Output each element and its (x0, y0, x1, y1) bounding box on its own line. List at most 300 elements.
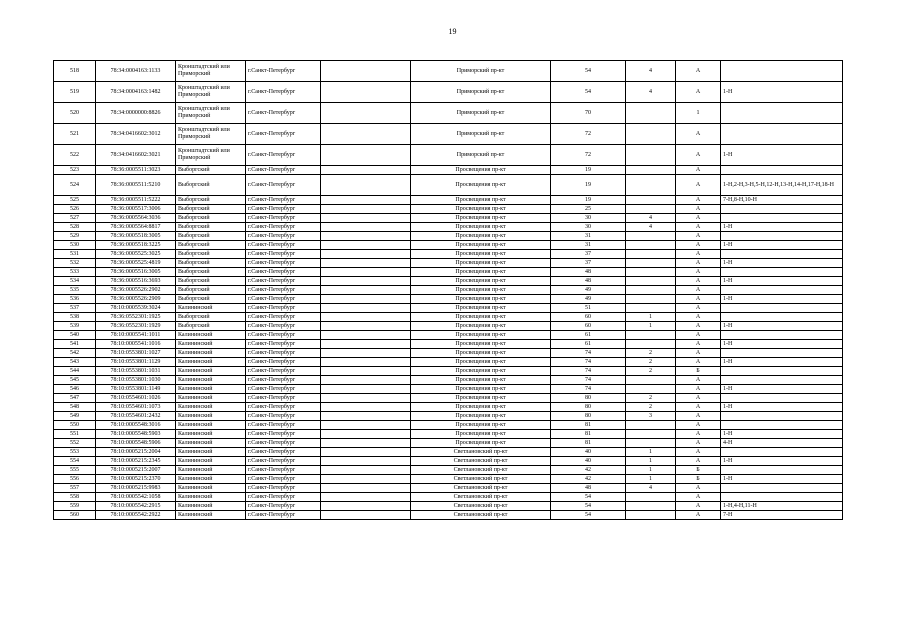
building-number: 1 (626, 322, 676, 331)
street: Просвещения пр-кт (411, 304, 551, 313)
street: Просвещения пр-кт (411, 223, 551, 232)
building-number (626, 502, 676, 511)
district: Выборгский (176, 277, 246, 286)
city: г.Санкт-Петербург (246, 430, 321, 439)
cadastral-number: 78:10:0005542:2922 (96, 511, 176, 520)
building-number (626, 304, 676, 313)
house-number: 40 (551, 457, 626, 466)
house-number: 19 (551, 196, 626, 205)
street: Светлановский пр-кт (411, 475, 551, 484)
letter: А (676, 340, 721, 349)
blank-cell (321, 367, 411, 376)
city: г.Санкт-Петербург (246, 457, 321, 466)
city: г.Санкт-Петербург (246, 394, 321, 403)
house-number: 74 (551, 385, 626, 394)
blank-cell (321, 232, 411, 241)
letter: А (676, 421, 721, 430)
blank-cell (321, 250, 411, 259)
premises: 1-Н (721, 277, 843, 286)
house-number: 81 (551, 421, 626, 430)
street: Приморский пр-кт (411, 124, 551, 145)
row-number: 541 (54, 340, 96, 349)
building-number (626, 268, 676, 277)
premises (721, 286, 843, 295)
letter: А (676, 331, 721, 340)
district: Калининский (176, 484, 246, 493)
building-number (626, 286, 676, 295)
blank-cell (321, 394, 411, 403)
building-number (626, 385, 676, 394)
premises: 1-Н (721, 403, 843, 412)
table-row (54, 466, 843, 475)
house-number: 61 (551, 340, 626, 349)
city: г.Санкт-Петербург (246, 223, 321, 232)
city: г.Санкт-Петербург (246, 124, 321, 145)
cadastral-number: 78:36:0005526:2902 (96, 286, 176, 295)
blank-cell (321, 286, 411, 295)
table-row (54, 286, 843, 295)
street: Просвещения пр-кт (411, 340, 551, 349)
row-number: 556 (54, 475, 96, 484)
city: г.Санкт-Петербург (246, 466, 321, 475)
letter: А (676, 493, 721, 502)
district: Калининский (176, 466, 246, 475)
cadastral-number: 78:36:0005526:2909 (96, 295, 176, 304)
district: Выборгский (176, 259, 246, 268)
building-number (626, 250, 676, 259)
building-number (626, 340, 676, 349)
city: г.Санкт-Петербург (246, 439, 321, 448)
blank-cell (321, 457, 411, 466)
blank-cell (321, 376, 411, 385)
city: г.Санкт-Петербург (246, 403, 321, 412)
city: г.Санкт-Петербург (246, 250, 321, 259)
house-number: 60 (551, 313, 626, 322)
letter: А (676, 376, 721, 385)
row-number: 533 (54, 268, 96, 277)
building-number: 1 (626, 457, 676, 466)
table-row (54, 322, 843, 331)
premises: 1-Н (721, 475, 843, 484)
building-number (626, 232, 676, 241)
letter: А (676, 313, 721, 322)
district: Калининский (176, 394, 246, 403)
blank-cell (321, 205, 411, 214)
district: Выборгский (176, 286, 246, 295)
city: г.Санкт-Петербург (246, 295, 321, 304)
table-row (54, 430, 843, 439)
premises: 1-Н (721, 340, 843, 349)
row-number: 548 (54, 403, 96, 412)
district: Калининский (176, 412, 246, 421)
table-row (54, 502, 843, 511)
table-row (54, 367, 843, 376)
table-row (54, 259, 843, 268)
row-number: 551 (54, 430, 96, 439)
street: Приморский пр-кт (411, 61, 551, 82)
cadastral-number: 78:36:0005511:5222 (96, 196, 176, 205)
cadastral-number: 78:10:0005548:5906 (96, 439, 176, 448)
cadastral-number: 78:34:0416602:3012 (96, 124, 176, 145)
building-number (626, 124, 676, 145)
table-row (54, 349, 843, 358)
premises: 1-Н (721, 259, 843, 268)
letter: А (676, 205, 721, 214)
premises: 1-Н (721, 295, 843, 304)
row-number: 519 (54, 82, 96, 103)
street: Просвещения пр-кт (411, 241, 551, 250)
city: г.Санкт-Петербург (246, 214, 321, 223)
city: г.Санкт-Петербург (246, 448, 321, 457)
district: Калининский (176, 304, 246, 313)
city: г.Санкт-Петербург (246, 493, 321, 502)
premises: 1-Н,4-Н,11-Н (721, 502, 843, 511)
table-row (54, 196, 843, 205)
letter: А (676, 358, 721, 367)
page-number: 19 (448, 27, 457, 36)
premises: 1-Н (721, 145, 843, 166)
house-number: 61 (551, 331, 626, 340)
premises (721, 268, 843, 277)
cadastral-number: 78:36:0005518:3225 (96, 241, 176, 250)
row-number: 546 (54, 385, 96, 394)
street: Просвещения пр-кт (411, 175, 551, 196)
city: г.Санкт-Петербург (246, 349, 321, 358)
street: Просвещения пр-кт (411, 286, 551, 295)
city: г.Санкт-Петербург (246, 376, 321, 385)
street: Просвещения пр-кт (411, 214, 551, 223)
row-number: 536 (54, 295, 96, 304)
building-number: 1 (626, 448, 676, 457)
district: Калининский (176, 493, 246, 502)
premises (721, 493, 843, 502)
cadastral-number: 78:34:0004163:1133 (96, 61, 176, 82)
premises (721, 367, 843, 376)
cadastral-number: 78:10:0005542:2915 (96, 502, 176, 511)
city: г.Санкт-Петербург (246, 286, 321, 295)
table-row (54, 439, 843, 448)
cadastral-number: 78:36:0005525:4819 (96, 259, 176, 268)
house-number: 37 (551, 250, 626, 259)
street: Просвещения пр-кт (411, 166, 551, 175)
blank-cell (321, 214, 411, 223)
building-number (626, 439, 676, 448)
premises: 1-Н (721, 457, 843, 466)
row-number: 518 (54, 61, 96, 82)
table-row (54, 61, 843, 82)
table-row (54, 304, 843, 313)
cadastral-number: 78:10:0005215:2370 (96, 475, 176, 484)
premises (721, 349, 843, 358)
table-row (54, 511, 843, 520)
house-number: 80 (551, 394, 626, 403)
letter: А (676, 394, 721, 403)
blank-cell (321, 166, 411, 175)
table-row (54, 250, 843, 259)
premises (721, 232, 843, 241)
cadastral-number: 78:10:0005548:5903 (96, 430, 176, 439)
cadastral-number: 78:34:0004163:1482 (96, 82, 176, 103)
letter: А (676, 385, 721, 394)
cadastral-number: 78:10:0005215:2004 (96, 448, 176, 457)
row-number: 527 (54, 214, 96, 223)
street: Светлановский пр-кт (411, 448, 551, 457)
blank-cell (321, 493, 411, 502)
city: г.Санкт-Петербург (246, 166, 321, 175)
letter: А (676, 232, 721, 241)
cadastral-number: 78:36:0005525:3025 (96, 250, 176, 259)
house-number: 54 (551, 61, 626, 82)
letter: А (676, 295, 721, 304)
city: г.Санкт-Петербург (246, 421, 321, 430)
table-row (54, 175, 843, 196)
building-number (626, 421, 676, 430)
house-number: 30 (551, 223, 626, 232)
house-number: 49 (551, 286, 626, 295)
row-number: 560 (54, 511, 96, 520)
letter: А (676, 448, 721, 457)
letter: А (676, 457, 721, 466)
district: Калининский (176, 502, 246, 511)
district: Выборгский (176, 268, 246, 277)
district: Выборгский (176, 166, 246, 175)
cadastral-number: 78:10:0554601:1073 (96, 403, 176, 412)
row-number: 522 (54, 145, 96, 166)
city: г.Санкт-Петербург (246, 61, 321, 82)
cadastral-number: 78:10:0553801:1030 (96, 376, 176, 385)
row-number: 530 (54, 241, 96, 250)
blank-cell (321, 223, 411, 232)
house-number: 54 (551, 82, 626, 103)
house-number: 72 (551, 124, 626, 145)
city: г.Санкт-Петербург (246, 340, 321, 349)
row-number: 521 (54, 124, 96, 145)
row-number: 544 (54, 367, 96, 376)
cadastral-number: 78:10:0554601:1026 (96, 394, 176, 403)
district: Калининский (176, 385, 246, 394)
city: г.Санкт-Петербург (246, 358, 321, 367)
building-number (626, 241, 676, 250)
premises (721, 124, 843, 145)
building-number (626, 196, 676, 205)
house-number: 81 (551, 439, 626, 448)
table-row (54, 241, 843, 250)
district: Выборгский (176, 196, 246, 205)
building-number: 3 (626, 412, 676, 421)
row-number: 523 (54, 166, 96, 175)
cadastral-number: 78:10:0005539:3024 (96, 304, 176, 313)
row-number: 531 (54, 250, 96, 259)
table-row (54, 124, 843, 145)
city: г.Санкт-Петербург (246, 82, 321, 103)
house-number: 49 (551, 295, 626, 304)
building-number (626, 175, 676, 196)
district: Выборгский (176, 295, 246, 304)
street: Просвещения пр-кт (411, 313, 551, 322)
street: Светлановский пр-кт (411, 466, 551, 475)
city: г.Санкт-Петербург (246, 313, 321, 322)
district: Кронштадтский или Приморский (176, 82, 246, 103)
building-number (626, 205, 676, 214)
house-number: 80 (551, 403, 626, 412)
house-number: 74 (551, 376, 626, 385)
street: Светлановский пр-кт (411, 511, 551, 520)
letter: А (676, 61, 721, 82)
table-row (54, 412, 843, 421)
district: Калининский (176, 511, 246, 520)
street: Просвещения пр-кт (411, 367, 551, 376)
table-row (54, 313, 843, 322)
blank-cell (321, 340, 411, 349)
table-row (54, 82, 843, 103)
letter: А (676, 403, 721, 412)
cadastral-number: 78:36:0552301:1929 (96, 322, 176, 331)
cadastral-number: 78:34:0416602:3021 (96, 145, 176, 166)
cadastral-number: 78:10:0005548:3016 (96, 421, 176, 430)
letter: А (676, 259, 721, 268)
premises (721, 205, 843, 214)
building-number (626, 511, 676, 520)
letter: А (676, 277, 721, 286)
cadastral-number: 78:10:0553801:1129 (96, 358, 176, 367)
city: г.Санкт-Петербург (246, 259, 321, 268)
cadastral-number: 78:10:0005215:2345 (96, 457, 176, 466)
table-row (54, 484, 843, 493)
row-number: 538 (54, 313, 96, 322)
house-number: 74 (551, 367, 626, 376)
blank-cell (321, 124, 411, 145)
city: г.Санкт-Петербург (246, 175, 321, 196)
premises: 1-Н (721, 385, 843, 394)
street: Приморский пр-кт (411, 145, 551, 166)
premises (721, 466, 843, 475)
row-number: 545 (54, 376, 96, 385)
cadastral-number: 78:10:0553801:1149 (96, 385, 176, 394)
house-number: 48 (551, 277, 626, 286)
letter: А (676, 196, 721, 205)
building-number (626, 103, 676, 124)
cadastral-number: 78:36:0005516:3005 (96, 268, 176, 277)
district: Выборгский (176, 232, 246, 241)
table-row (54, 268, 843, 277)
house-number: 54 (551, 493, 626, 502)
district: Выборгский (176, 250, 246, 259)
premises: 7-Н,8-Н,10-Н (721, 196, 843, 205)
row-number: 535 (54, 286, 96, 295)
letter: А (676, 214, 721, 223)
table-row (54, 493, 843, 502)
blank-cell (321, 277, 411, 286)
building-number: 2 (626, 394, 676, 403)
city: г.Санкт-Петербург (246, 304, 321, 313)
blank-cell (321, 259, 411, 268)
premises: 1-Н (721, 358, 843, 367)
table-row (54, 421, 843, 430)
district: Калининский (176, 358, 246, 367)
house-number: 31 (551, 232, 626, 241)
cadastral-number: 78:36:0005516:3693 (96, 277, 176, 286)
street: Просвещения пр-кт (411, 349, 551, 358)
street: Просвещения пр-кт (411, 421, 551, 430)
district: Калининский (176, 340, 246, 349)
street: Просвещения пр-кт (411, 439, 551, 448)
row-number: 554 (54, 457, 96, 466)
letter: А (676, 511, 721, 520)
building-number: 4 (626, 61, 676, 82)
district: Выборгский (176, 175, 246, 196)
blank-cell (321, 439, 411, 448)
building-number (626, 259, 676, 268)
city: г.Санкт-Петербург (246, 412, 321, 421)
city: г.Санкт-Петербург (246, 205, 321, 214)
district: Калининский (176, 439, 246, 448)
building-number: 4 (626, 214, 676, 223)
premises (721, 394, 843, 403)
district: Калининский (176, 331, 246, 340)
row-number: 549 (54, 412, 96, 421)
blank-cell (321, 421, 411, 430)
street: Просвещения пр-кт (411, 259, 551, 268)
row-number: 539 (54, 322, 96, 331)
cadastral-number: 78:36:0005518:3005 (96, 232, 176, 241)
house-number: 42 (551, 475, 626, 484)
building-number: 2 (626, 358, 676, 367)
registry-table (53, 60, 843, 520)
row-number: 529 (54, 232, 96, 241)
cadastral-number: 78:36:0005564:3036 (96, 214, 176, 223)
street: Просвещения пр-кт (411, 322, 551, 331)
premises (721, 331, 843, 340)
row-number: 534 (54, 277, 96, 286)
house-number: 19 (551, 166, 626, 175)
premises (721, 448, 843, 457)
table-row (54, 223, 843, 232)
premises (721, 250, 843, 259)
premises: 4-Н (721, 439, 843, 448)
district: Калининский (176, 367, 246, 376)
cadastral-number: 78:10:0005541:1011 (96, 331, 176, 340)
street: Просвещения пр-кт (411, 403, 551, 412)
cadastral-number: 78:10:0005541:1016 (96, 340, 176, 349)
table-row (54, 166, 843, 175)
row-number: 540 (54, 331, 96, 340)
house-number: 30 (551, 214, 626, 223)
house-number: 81 (551, 430, 626, 439)
row-number: 557 (54, 484, 96, 493)
district: Выборгский (176, 205, 246, 214)
premises (721, 421, 843, 430)
building-number (626, 331, 676, 340)
district: Кронштадтский или Приморский (176, 61, 246, 82)
building-number (626, 295, 676, 304)
row-number: 532 (54, 259, 96, 268)
house-number: 74 (551, 358, 626, 367)
table-row (54, 448, 843, 457)
house-number: 40 (551, 448, 626, 457)
building-number (626, 493, 676, 502)
blank-cell (321, 511, 411, 520)
table-row (54, 475, 843, 484)
house-number: 74 (551, 349, 626, 358)
letter: А (676, 349, 721, 358)
district: Кронштадтский или Приморский (176, 124, 246, 145)
house-number: 54 (551, 511, 626, 520)
building-number (626, 166, 676, 175)
building-number (626, 430, 676, 439)
house-number: 19 (551, 175, 626, 196)
city: г.Санкт-Петербург (246, 511, 321, 520)
city: г.Санкт-Петербург (246, 241, 321, 250)
